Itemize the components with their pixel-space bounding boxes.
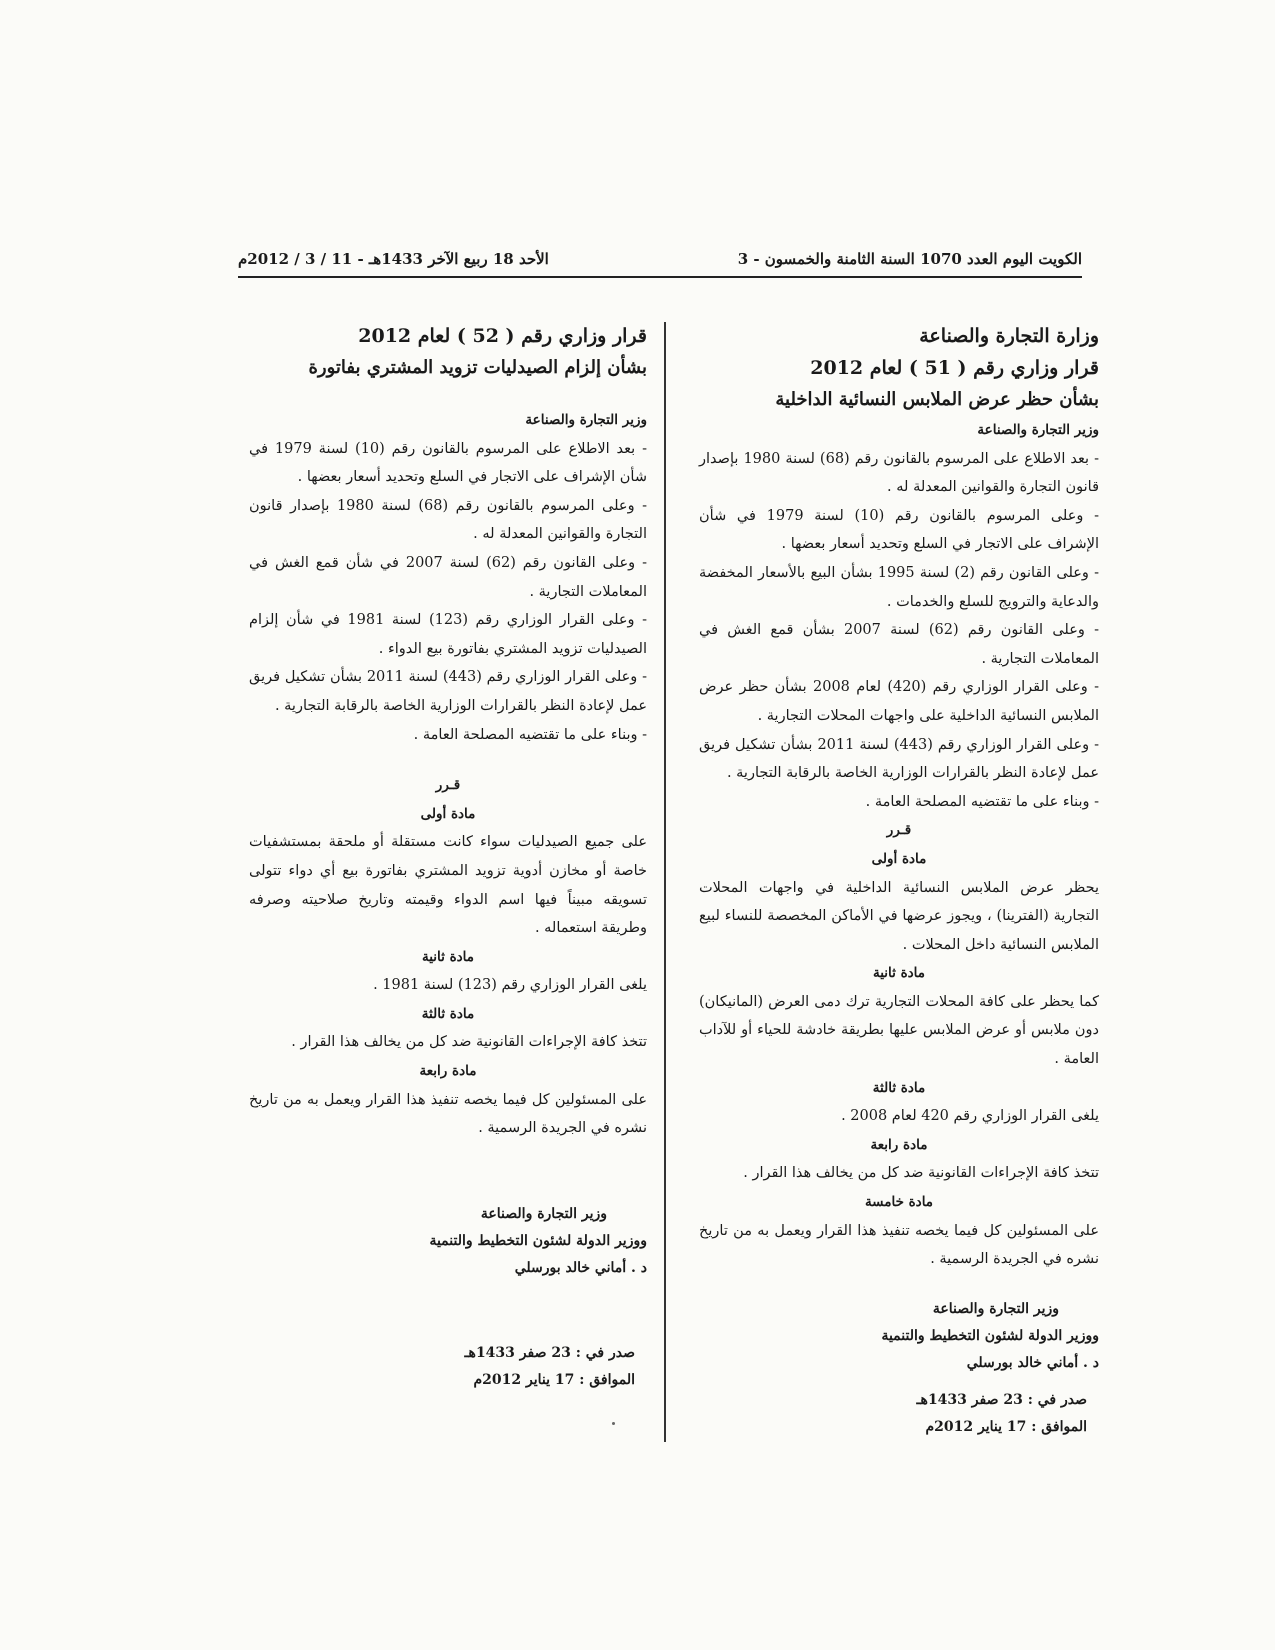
decision-title: قرار وزاري رقم ( 52 ) لعام 2012 — [358, 325, 647, 347]
scan-speck — [612, 1422, 615, 1425]
preamble-item: - وبناء على ما تقتضيه المصلحة العامة . — [865, 793, 1099, 810]
signature-name: د . أماني خالد بورسلي — [966, 1354, 1099, 1371]
minister-label: وزير التجارة والصناعة — [977, 422, 1099, 438]
column-divider — [664, 322, 666, 1442]
issued-date-gregorian: الموافق : 17 يناير 2012م — [925, 1418, 1087, 1435]
issued-date: صدر في : 23 صفر 1433هـ — [464, 1344, 635, 1361]
preamble-item: - وعلى القانون رقم (62) لسنة 2007 بشأن قمع الغش في المعاملات التجارية . — [699, 622, 1099, 667]
article-label: مادة رابعة — [419, 1063, 477, 1080]
preamble-item: - وعلى القانون رقم (2) لسنة 1995 بشأن البيع بالأسعار المخفضة والدعاية والترويج للسلع والخدمات . — [699, 564, 1099, 610]
article-label: مادة ثانية — [872, 965, 926, 982]
decision-subject: بشأن إلزام الصيدليات تزويد المشتري بفاتورة — [308, 357, 647, 378]
decided-heading: قـرر — [435, 777, 461, 794]
issued-date-gregorian: الموافق : 17 يناير 2012م — [473, 1371, 635, 1388]
article-text: تتخذ كافة الإجراءات القانونية ضد كل من يخالف هذا القرار . — [743, 1165, 1099, 1182]
decision-subject: بشأن حظر عرض الملابس النسائية الداخلية — [775, 389, 1099, 410]
preamble-item: - بعد الاطلاع على المرسوم بالقانون رقم (10) لسنة 1979 في شأن الإشراف على الاتجار في السلع وتحديد أسعار بعضها . — [249, 440, 647, 486]
signature-name: د . أماني خالد بورسلي — [514, 1259, 647, 1276]
article-label: مادة ثانية — [421, 948, 475, 965]
signature-line: ووزير الدولة لشئون التخطيط والتنمية — [429, 1232, 647, 1249]
article-label: مادة خامسة — [864, 1194, 934, 1211]
article-text: على جميع الصيدليات سواء كانت مستقلة أو ملحقة بمستشفيات خاصة أو مخازن أدوية تزويد المشتري بفاتورة بيع أي دواء تتولى تسويقه مبيناً فيها اسم الدواء وقيمته وتاريخ صلاحيته وصرفه وطريقة استعماله . — [249, 834, 647, 937]
decided-heading: قـرر — [886, 822, 912, 839]
preamble-item: - وعلى المرسوم بالقانون رقم (10) لسنة 1979 في شأن الإشراف على الاتجار في السلع وتحديد أسعار بعضها . — [699, 507, 1099, 553]
preamble-item: - وعلى القرار الوزاري رقم (443) لسنة 2011 بشأن تشكيل فريق عمل لإعادة النظر بالقرارات الوزارية الخاصة بالرقابة التجارية . — [249, 669, 647, 714]
signature-line: وزير التجارة والصناعة — [480, 1205, 607, 1222]
article-label: مادة رابعة — [870, 1136, 928, 1153]
ministry-name: وزارة التجارة والصناعة — [919, 325, 1099, 347]
article-label: مادة أولى — [871, 850, 927, 867]
decision-title: قرار وزاري رقم ( 51 ) لعام 2012 — [810, 357, 1099, 379]
preamble-item: - وبناء على ما تقتضيه المصلحة العامة . — [413, 726, 647, 743]
article-text: يلغى القرار الوزاري رقم (123) لسنة 1981 . — [373, 977, 647, 994]
article-text: على المسئولين كل فيما يخصه تنفيذ هذا القرار ويعمل به من تاريخ نشره في الجريدة الرسمية . — [249, 1091, 647, 1137]
article-text: يلغى القرار الوزاري رقم 420 لعام 2008 . — [841, 1108, 1099, 1125]
preamble-item: - وعلى المرسوم بالقانون رقم (68) لسنة 1980 بإصدار قانون التجارة والقوانين المعدلة له . — [249, 497, 647, 543]
minister-label: وزير التجارة والصناعة — [525, 412, 647, 428]
preamble-item: - وعلى القانون رقم (62) لسنة 2007 في شأن قمع الغش في المعاملات التجارية . — [249, 554, 647, 600]
issued-date: صدر في : 23 صفر 1433هـ — [916, 1391, 1087, 1408]
signature-line: ووزير الدولة لشئون التخطيط والتنمية — [881, 1327, 1099, 1344]
preamble-item: - بعد الاطلاع على المرسوم بالقانون رقم (68) لسنة 1980 بإصدار قانون التجارة والقوانين المعدلة له . — [699, 450, 1099, 496]
preamble-item: - وعلى القرار الوزاري رقم (123) لسنة 1981 في شأن إلزام الصيدليات تزويد المشتري بفاتورة بيع الدواء . — [249, 612, 647, 657]
article-text: على المسئولين كل فيما يخصه تنفيذ هذا القرار ويعمل به من تاريخ نشره في الجريدة الرسمية . — [699, 1222, 1099, 1268]
decision-52-column — [249, 320, 647, 1394]
signature-line: وزير التجارة والصناعة — [932, 1300, 1059, 1317]
header-date: الأحد 18 ربيع الآخر 1433هـ - 11 / 3 / 2012م — [238, 250, 549, 268]
article-text: يحظر عرض الملابس النسائية الداخلية في واجهات المحلات التجارية (الفترينا) ، ويجوز عرضها في الأماكن المخصصة للنساء لبيع الملابس النسائية داخل المحلات . — [699, 879, 1099, 953]
article-text: تتخذ كافة الإجراءات القانونية ضد كل من يخالف هذا القرار . — [291, 1034, 647, 1051]
article-text: كما يحظر على كافة المحلات التجارية ترك دمى العرض (المانيكان) دون ملابس أو عرض الملابس عليها بطريقة خادشة للحياء أو للآداب العامة . — [699, 993, 1099, 1068]
preamble-item: - وعلى القرار الوزاري رقم (443) لسنة 2011 بشأن تشكيل فريق عمل لإعادة النظر بالقرارات الوزارية الخاصة بالرقابة التجارية . — [699, 736, 1099, 782]
article-label: مادة ثالثة — [872, 1079, 926, 1096]
decision-51-column — [699, 320, 1099, 1441]
article-label: مادة أولى — [420, 805, 476, 822]
article-label: مادة ثالثة — [421, 1005, 475, 1022]
header-issue-info: الكويت اليوم العدد 1070 السنة الثامنة والخمسون - 3 — [737, 250, 1082, 268]
preamble-item: - وعلى القرار الوزاري رقم (420) لعام 2008 بشأن حظر عرض الملابس النسائية الداخلية على واجهات المحلات التجارية . — [699, 679, 1100, 724]
page-header — [238, 246, 1082, 278]
